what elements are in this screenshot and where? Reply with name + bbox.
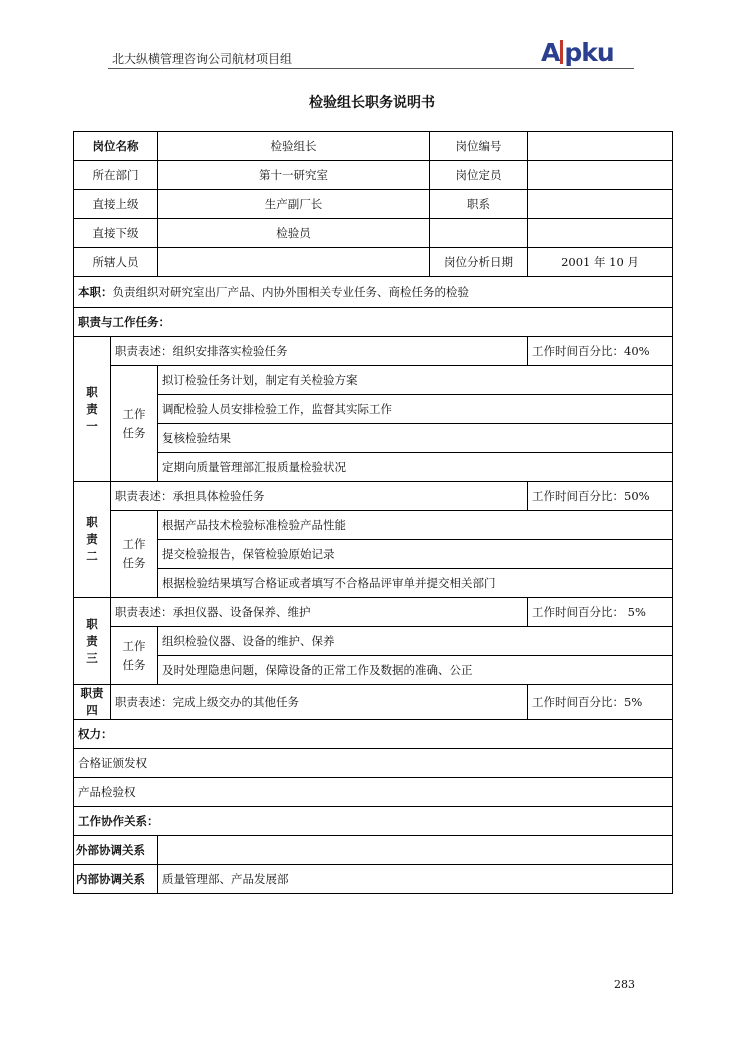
duty-4-label-1: 职责 xyxy=(80,686,104,700)
duty-1-task-label xyxy=(111,366,158,482)
relations-header: 工作协作关系： xyxy=(74,807,673,836)
duty-2-task-1: 根据产品技术检验标准检验产品性能 xyxy=(158,511,673,540)
authority-item-2: 产品检验权 xyxy=(74,778,673,807)
label-position-code: 岗位编号 xyxy=(430,132,528,161)
duty-2-task-row xyxy=(74,511,673,540)
internal-relations-label: 内部协调关系 xyxy=(74,865,158,894)
duty-3-desc-row xyxy=(74,598,673,627)
label-empty xyxy=(430,219,528,248)
duty-2-label xyxy=(74,482,111,598)
value-staff xyxy=(158,248,430,277)
logo-bar xyxy=(560,40,563,64)
duty-1-task-label-2: 任务 xyxy=(122,425,146,440)
duty-3-task-label xyxy=(111,627,158,685)
duty-2-desc: 职责表述：承担具体检验任务 xyxy=(111,482,528,511)
duty-3-task-1: 组织检验仪器、设备的维护、保养 xyxy=(158,627,673,656)
logo-right: pku xyxy=(564,38,614,67)
info-row-3 xyxy=(74,190,673,219)
duty-1-task-3: 复核检验结果 xyxy=(158,424,673,453)
duty-3-label-2: 责 xyxy=(86,633,98,648)
label-job-family: 职系 xyxy=(430,190,528,219)
duty-3-task-row xyxy=(74,627,673,656)
authority-row xyxy=(74,778,673,807)
duty-1-label xyxy=(74,337,111,482)
value-position-code xyxy=(528,132,673,161)
duty-3-task-label-2: 任务 xyxy=(122,657,146,672)
duties-header-row xyxy=(74,308,673,337)
duty-3-label-1: 职 xyxy=(86,616,98,631)
duty-3-label-3: 三 xyxy=(86,650,98,665)
duty-2-task-label-2: 任务 xyxy=(122,556,146,570)
duty-1-task-4: 定期向质量管理部汇报质量检验状况 xyxy=(158,453,673,482)
duty-1-desc-row xyxy=(74,337,673,366)
duty-2-task-3: 根据检验结果填写合格证或者填写不合格品评审单并提交相关部门 xyxy=(158,569,673,598)
label-subordinate: 直接下级 xyxy=(74,219,158,248)
basic-duty-label: 本职： xyxy=(78,285,113,299)
relations-header-row xyxy=(74,807,673,836)
info-row-1 xyxy=(74,132,673,161)
duty-3-task-row xyxy=(74,656,673,685)
value-analysis-date: 2001 年 10 月 xyxy=(528,248,673,277)
basic-duty-cell xyxy=(74,277,673,308)
label-staff: 所辖人员 xyxy=(74,248,158,277)
header-rule xyxy=(108,68,634,69)
authority-item-1: 合格证颁发权 xyxy=(74,749,673,778)
label-position-name: 岗位名称 xyxy=(74,132,158,161)
duty-2-time: 工作时间百分比：50% xyxy=(528,482,673,511)
value-department: 第十一研究室 xyxy=(158,161,430,190)
duty-1-task-row xyxy=(74,366,673,395)
duty-2-desc-row xyxy=(74,482,673,511)
external-relations-value xyxy=(158,836,673,865)
duty-2-label-2: 责 xyxy=(86,532,98,546)
job-description-table xyxy=(73,131,673,894)
duty-3-desc: 职责表述：承担仪器、设备保养、维护 xyxy=(111,598,528,627)
internal-relations-row xyxy=(74,865,673,894)
duty-1-desc: 职责表述：组织安排落实检验任务 xyxy=(111,337,528,366)
label-department: 所在部门 xyxy=(74,161,158,190)
duties-header: 职责与工作任务： xyxy=(74,308,673,337)
alpku-logo xyxy=(541,38,614,67)
external-relations-row xyxy=(74,836,673,865)
duty-2-label-3: 二 xyxy=(86,549,98,563)
label-analysis-date: 岗位分析日期 xyxy=(430,248,528,277)
value-position-name: 检验组长 xyxy=(158,132,430,161)
info-row-5 xyxy=(74,248,673,277)
logo-left: A xyxy=(541,38,560,67)
duty-2-task-row xyxy=(74,569,673,598)
info-row-4 xyxy=(74,219,673,248)
duty-3-label xyxy=(74,598,111,685)
label-headcount: 岗位定员 xyxy=(430,161,528,190)
authority-header: 权力： xyxy=(74,720,673,749)
duty-1-label-1: 职 xyxy=(86,384,98,399)
external-relations-label: 外部协调关系 xyxy=(74,836,158,865)
duty-4-label xyxy=(74,685,111,720)
duty-1-time: 工作时间百分比：40% xyxy=(528,337,673,366)
value-headcount xyxy=(528,161,673,190)
company-name: 北大纵横管理咨询公司航材项目组 xyxy=(112,52,293,66)
label-supervisor: 直接上级 xyxy=(74,190,158,219)
value-empty xyxy=(528,219,673,248)
duty-2-label-1: 职 xyxy=(86,515,98,529)
duty-1-task-2: 调配检验人员安排检验工作，监督其实际工作 xyxy=(158,395,673,424)
authority-header-row xyxy=(74,720,673,749)
duty-2-task-label-1: 工作 xyxy=(122,537,146,551)
document-title: 检验组长职务说明书 xyxy=(309,95,435,111)
duty-1-task-row xyxy=(74,453,673,482)
duty-1-task-row xyxy=(74,395,673,424)
duty-2-task-row xyxy=(74,540,673,569)
value-supervisor: 生产副厂长 xyxy=(158,190,430,219)
duty-2-task-2: 提交检验报告，保管检验原始记录 xyxy=(158,540,673,569)
info-row-2 xyxy=(74,161,673,190)
duty-4-desc: 职责表述：完成上级交办的其他任务 xyxy=(111,685,528,720)
duty-1-task-row xyxy=(74,424,673,453)
duty-3-time: 工作时间百分比： 5% xyxy=(528,598,673,627)
internal-relations-value: 质量管理部、产品发展部 xyxy=(158,865,673,894)
value-subordinate: 检验员 xyxy=(158,219,430,248)
duty-4-label-2: 四 xyxy=(86,703,98,717)
duty-4-desc-row xyxy=(74,685,673,720)
duty-1-label-3: 一 xyxy=(86,418,98,433)
duty-3-task-label-1: 工作 xyxy=(122,638,146,653)
duty-4-time: 工作时间百分比：5% xyxy=(528,685,673,720)
basic-duty-row xyxy=(74,277,673,308)
duty-2-task-label xyxy=(111,511,158,598)
value-job-family xyxy=(528,190,673,219)
basic-duty-text: 负责组织对研究室出厂产品、内协外围相关专业任务、商检任务的检验 xyxy=(112,285,469,299)
duty-1-task-label-1: 工作 xyxy=(122,406,146,421)
duty-3-task-2: 及时处理隐患问题，保障设备的正常工作及数据的准确、公正 xyxy=(158,656,673,685)
page-number: 283 xyxy=(614,978,635,991)
authority-row xyxy=(74,749,673,778)
duty-1-task-1: 拟订检验任务计划，制定有关检验方案 xyxy=(158,366,673,395)
duty-1-label-2: 责 xyxy=(86,401,98,416)
